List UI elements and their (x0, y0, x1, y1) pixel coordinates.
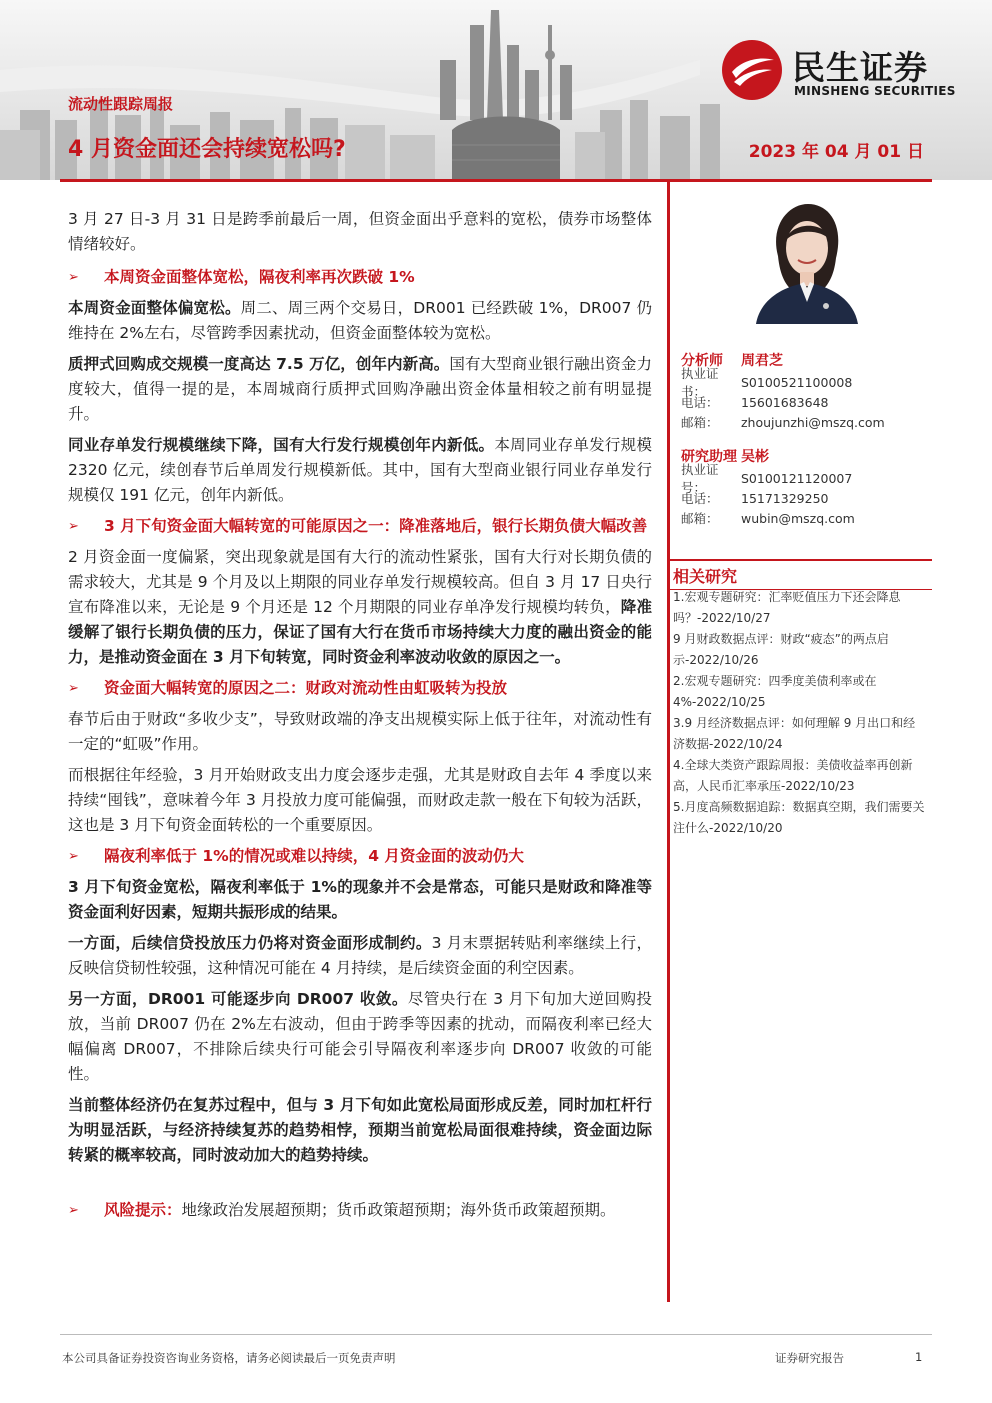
minsheng-logo (720, 38, 970, 108)
section-heading-4 (68, 844, 652, 869)
cert-number: S0100121120007 (741, 470, 853, 486)
paragraph (68, 931, 652, 981)
paragraph: 春节后由于财政“多收少支”，导致财政端的净支出规模实际上低于往年，对流动性有一定的“虹吸”作用。 (68, 710, 652, 753)
paragraph: 3 月下旬资金宽松，隔夜利率低于 1%的现象并不会是常态，可能只是财政和降准等资金面利好因素，短期共振形成的结果。 (68, 878, 652, 921)
header-banner (0, 0, 992, 180)
spacer (681, 432, 931, 444)
footer-disclaimer: 本公司具备证券投资咨询业务资格，请务必阅读最后一页免责声明 (62, 1351, 396, 1365)
cert-number: S0100521100008 (741, 374, 853, 390)
paragraph (68, 433, 652, 508)
section-heading-1 (68, 265, 652, 290)
report-date: 2023 年 04 月 01 日 (748, 142, 924, 162)
paragraph: 当前整体经济仍在复苏过程中，但与 3 月下旬如此宽松局面形成反差，同时加杠杆行为明显活跃，与经济持续复苏的趋势相悖，预期当前宽松局面很难持续，资金面边际转紧的概率较高，同时波动加大的趋势持续。 (68, 1096, 652, 1164)
paragraph-body: 2 月资金面一度偏紧，突出现象就是国有大行的流动性紧张，国有大行对长期负债的需求较大，尤其是 9 个月及以上期限的同业存单发行规模较高。但自 3 月 17 日央行宣布降准以来，无论是 9 个月还是 12 个月期限的同业存单净发行规模均转负， (68, 548, 652, 616)
analyst-info (681, 348, 931, 528)
email-label: 邮箱： (681, 415, 719, 430)
related-research-item[interactable]: 2.宏观专题研究：四季度美债利率或在 4%-2022/10/25 (673, 674, 877, 709)
related-research-item[interactable]: 4.全球大类资产跟踪周报：美债收益率再创新高，人民币汇率承压-2022/10/23 (673, 758, 913, 793)
related-research-item[interactable]: 5.月度高频数据追踪：数据真空期，我们需要关注什么-2022/10/20 (673, 800, 925, 835)
analyst-1-email (681, 412, 931, 432)
arrow-bullet-icon: ➢ (68, 681, 79, 696)
footer-divider (60, 1334, 932, 1335)
logo-chinese-name: 民生证券 (792, 48, 928, 87)
risk-text: 地缘政治发展超预期；货币政策超预期；海外货币政策超预期。 (181, 1201, 616, 1219)
page-number: 1 (915, 1350, 923, 1364)
paragraph-lead: 质押式回购成交规模一度高达 7.5 万亿，创年内新高。 (68, 355, 450, 373)
paragraph-body: 周二、周三两个交易日，DR001 已经跌破 1%，DR007 仍维持在 2%左右，尽管跨季因素扰动，但资金面整体较为宽松。 (68, 299, 652, 342)
paragraph-lead: 本周资金面整体偏宽松。 (68, 299, 241, 317)
paragraph-lead: 另一方面，DR001 可能逐步向 DR007 收敛。 (68, 990, 408, 1008)
related-research-title: 相关研究 (670, 559, 932, 590)
analyst-2-email (681, 508, 931, 528)
logo-english-name: MINSHENG SECURITIES (794, 84, 956, 98)
phone-label: 电话： (681, 395, 719, 410)
analyst-photo (748, 196, 866, 324)
report-type: 流动性跟踪周报 (68, 95, 174, 113)
paragraph-lead: 同业存单发行规模继续下降，国有大行发行规模创年内新低。 (68, 436, 495, 454)
related-research-item[interactable]: 3.9 月经济数据点评：如何理解 9 月出口和经济数据-2022/10/24 (673, 716, 916, 751)
analyst-role: 研究助理 (681, 449, 737, 465)
phone-number: 15601683648 (741, 394, 829, 410)
risk-label: 风险提示： (104, 1201, 182, 1219)
analyst-2-cert (681, 462, 931, 495)
paragraph: 而根据往年经验，3 月开始财政支出力度会逐步走强，尤其是财政自去年 4 季度以来持续“囤钱”，意味着今年 3 月投放力度可能偏强，而财政走款一般在下旬较为活跃，这也是 3 月下旬资金面转松的一个重要原因。 (68, 766, 652, 834)
footer-doc-type: 证券研究报告 (775, 1351, 844, 1365)
paragraph-body: 国有大型商业银行融出资金力度较大，值得一提的是，本周城商行质押式回购净融出资金体量相较之前有明显提升。 (68, 355, 652, 423)
email-label: 邮箱： (681, 511, 719, 526)
related-research-list (673, 587, 925, 839)
paragraph (68, 987, 652, 1087)
paragraph-body: 本周同业存单发行规模 2320 亿元，续创春节后单周发行规模新低。其中，国有大型商业银行同业存单发行规模仅 191 亿元，创年内新低。 (68, 436, 652, 504)
analyst-portrait-image (748, 196, 866, 324)
section-heading-text: 资金面大幅转宽的原因之二：财政对流动性由虹吸转为投放 (104, 679, 508, 697)
section-heading-3 (68, 676, 652, 701)
arrow-bullet-icon: ➢ (68, 1203, 79, 1218)
related-research-item[interactable]: 1.宏观专题研究：汇率贬值压力下还会降息吗？-2022/10/27 (673, 590, 901, 625)
paragraph-lead: 一方面，后续信贷投放压力仍将对资金面形成制约。 (68, 934, 432, 952)
report-title: 4 月资金面还会持续宽松吗? (68, 137, 346, 162)
risk-warning (68, 1198, 652, 1223)
paragraph-body: 3 月末票据转贴利率继续上行，反映信贷韧性较强，这种情况可能在 4 月持续，是后续资金面的利空因素。 (68, 934, 652, 977)
analyst-1-cert (681, 366, 931, 399)
arrow-bullet-icon: ➢ (68, 519, 79, 534)
email-address[interactable]: zhoujunzhi@mszq.com (741, 414, 885, 430)
paragraph-body: 尽管央行在 3 月下旬加大逆回购投放，当前 DR007 仍在 2%左右波动，但由于跨季等因素的扰动，而隔夜利率已经大幅偏离 DR007，不排除后续央行可能会引导隔夜利率逐步向 DR007 收敛的可能性。 (68, 990, 652, 1083)
section-heading-text: 隔夜利率低于 1%的情况或难以持续，4 月资金面的波动仍大 (104, 847, 524, 865)
email-address[interactable]: wubin@mszq.com (741, 510, 855, 526)
analyst-2-phone (681, 488, 931, 508)
analyst-name: 周君芝 (741, 353, 783, 369)
intro-paragraph: 3 月 27 日-3 月 31 日是跨季前最后一周，但资金面出乎意料的宽松，债券市场整体情绪较好。 (68, 210, 652, 253)
phone-number: 15171329250 (741, 490, 829, 506)
analyst-1-phone (681, 392, 931, 412)
section-heading-text: 3 月下旬资金面大幅转宽的可能原因之一：降准落地后，银行长期负债大幅改善 (104, 517, 648, 535)
section-heading-2 (68, 514, 652, 539)
section-heading-text: 本周资金面整体宽松，隔夜利率再次跌破 1% (104, 268, 415, 286)
paragraph (68, 545, 652, 670)
arrow-bullet-icon: ➢ (68, 270, 79, 285)
main-content (68, 207, 652, 1223)
phone-label: 电话： (681, 491, 719, 506)
related-research-item[interactable]: 9 月财政数据点评：财政“疲态”的两点启示-2022/10/26 (673, 632, 889, 667)
column-divider (667, 182, 670, 1302)
analyst-role: 分析师 (681, 353, 723, 369)
paragraph-emphasis: 降准缓解了银行长期负债的压力，保证了国有大行在货币市场持续大力度的融出资金的能力，是推动资金面在 3 月下旬转宽，同时资金利率波动收敛的原因之一。 (68, 598, 652, 666)
paragraph (68, 296, 652, 346)
arrow-bullet-icon: ➢ (68, 849, 79, 864)
paragraph (68, 352, 652, 427)
analyst-name: 吴彬 (741, 449, 769, 465)
header-divider (60, 179, 932, 182)
cert-label: 执业证书： (681, 366, 719, 399)
cert-label: 执业证号： (681, 462, 719, 495)
minsheng-logo-icon (720, 38, 784, 102)
